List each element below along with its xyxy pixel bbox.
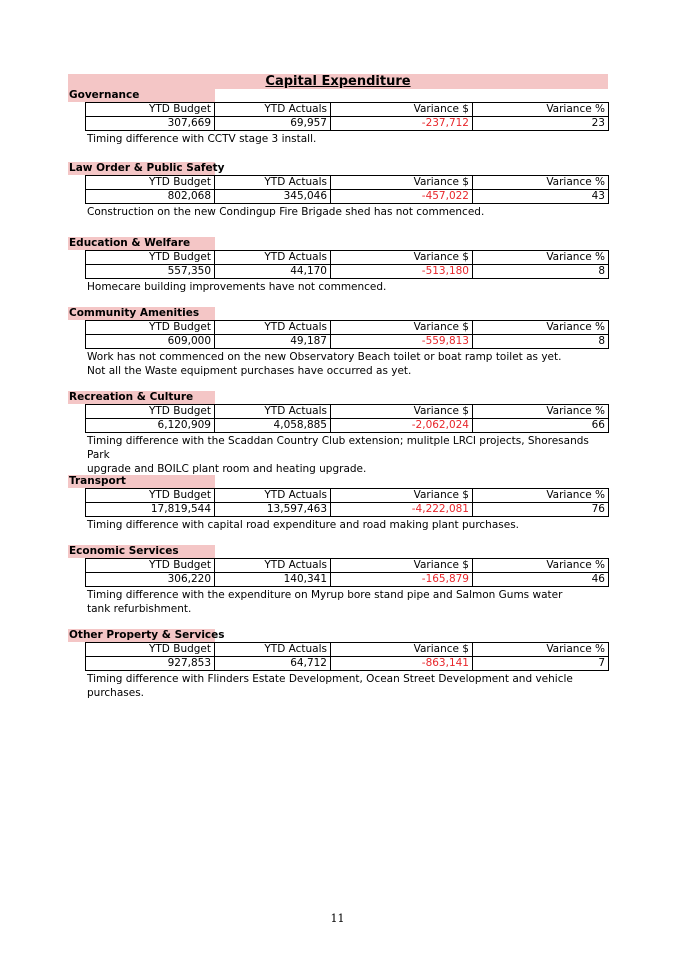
header-variance-percent: Variance % [473, 321, 609, 335]
variance-percent-value: 43 [473, 190, 609, 204]
header-variance-percent: Variance % [473, 643, 609, 657]
table-row [86, 335, 609, 349]
variance-percent-value: 7 [473, 657, 609, 671]
ytd-budget-value: 17,819,544 [86, 503, 215, 517]
figures-table [85, 250, 609, 279]
figures-table [85, 404, 609, 433]
header-ytd-budget: YTD Budget [86, 559, 215, 573]
header-ytd-actuals: YTD Actuals [215, 405, 331, 419]
header-ytd-budget: YTD Budget [86, 321, 215, 335]
commentary-line: Timing difference with the expenditure on Myrup bore stand pipe and Salmon Gums water [87, 589, 563, 601]
commentary-line: purchases. [87, 687, 145, 699]
header-ytd-budget: YTD Budget [86, 176, 215, 190]
header-ytd-budget: YTD Budget [86, 643, 215, 657]
variance-percent-value: 46 [473, 573, 609, 587]
section-block [68, 629, 608, 700]
ytd-budget-value: 306,220 [86, 573, 215, 587]
section-block [68, 391, 608, 476]
header-variance-amount: Variance $ [331, 103, 473, 117]
commentary-line: Timing difference with Flinders Estate Development, Ocean Street Development and vehicle [87, 673, 573, 685]
header-variance-percent: Variance % [473, 251, 609, 265]
table-header-row [86, 405, 609, 419]
header-variance-amount: Variance $ [331, 176, 473, 190]
header-ytd-actuals: YTD Actuals [215, 251, 331, 265]
header-ytd-budget: YTD Budget [86, 103, 215, 117]
variance-amount-value: -2,062,024 [331, 419, 473, 433]
table-row [86, 190, 609, 204]
section-block [68, 545, 608, 616]
ytd-actuals-value: 345,046 [215, 190, 331, 204]
header-ytd-actuals: YTD Actuals [215, 643, 331, 657]
page-number: 11 [330, 912, 345, 925]
section-heading: Other Property & Services [69, 629, 225, 641]
ytd-actuals-value: 4,058,885 [215, 419, 331, 433]
commentary-line: Timing difference with capital road expenditure and road making plant purchases. [87, 519, 520, 531]
figures-table [85, 175, 609, 204]
table-header-row [86, 176, 609, 190]
table-header-row [86, 103, 609, 117]
table-header-row [86, 559, 609, 573]
header-variance-percent: Variance % [473, 405, 609, 419]
section-block [68, 307, 608, 378]
ytd-budget-value: 557,350 [86, 265, 215, 279]
header-variance-amount: Variance $ [331, 559, 473, 573]
commentary-line: Work has not commenced on the new Observatory Beach toilet or boat ramp toilet as yet. [87, 351, 562, 363]
commentary-line: tank refurbishment. [87, 603, 192, 615]
variance-amount-value: -165,879 [331, 573, 473, 587]
section-commentary [87, 588, 607, 616]
header-variance-amount: Variance $ [331, 251, 473, 265]
variance-amount-value: -237,712 [331, 117, 473, 131]
header-variance-percent: Variance % [473, 176, 609, 190]
header-ytd-budget: YTD Budget [86, 489, 215, 503]
section-commentary [87, 205, 607, 219]
variance-amount-value: -513,180 [331, 265, 473, 279]
header-ytd-actuals: YTD Actuals [215, 176, 331, 190]
ytd-budget-value: 609,000 [86, 335, 215, 349]
variance-percent-value: 8 [473, 335, 609, 349]
figures-table [85, 488, 609, 517]
commentary-line: Not all the Waste equipment purchases have occurred as yet. [87, 365, 412, 377]
header-variance-percent: Variance % [473, 103, 609, 117]
table-row [86, 573, 609, 587]
header-variance-amount: Variance $ [331, 489, 473, 503]
ytd-budget-value: 927,853 [86, 657, 215, 671]
header-ytd-actuals: YTD Actuals [215, 103, 331, 117]
header-ytd-actuals: YTD Actuals [215, 489, 331, 503]
table-row [86, 117, 609, 131]
section-commentary [87, 518, 607, 532]
section-commentary [87, 132, 607, 146]
header-ytd-budget: YTD Budget [86, 405, 215, 419]
commentary-line: upgrade and BOILC plant room and heating upgrade. [87, 463, 367, 475]
section-block [68, 162, 608, 219]
variance-amount-value: -863,141 [331, 657, 473, 671]
table-row [86, 265, 609, 279]
section-commentary [87, 280, 607, 294]
section-heading: Community Amenities [68, 307, 215, 320]
table-header-row [86, 643, 609, 657]
header-variance-amount: Variance $ [331, 405, 473, 419]
variance-amount-value: -559,813 [331, 335, 473, 349]
section-block [68, 237, 608, 294]
header-ytd-actuals: YTD Actuals [215, 559, 331, 573]
section-heading: Recreation & Culture [68, 391, 215, 404]
ytd-actuals-value: 49,187 [215, 335, 331, 349]
commentary-line: Timing difference with the Scaddan Country Club extension; mulitple LRCI projects, Shoresands Park [87, 435, 589, 461]
page-title [68, 74, 608, 89]
commentary-line: Timing difference with CCTV stage 3 install. [87, 133, 317, 145]
commentary-line: Homecare building improvements have not commenced. [87, 281, 387, 293]
section-heading: Law Order & Public Safety [69, 162, 225, 174]
header-ytd-budget: YTD Budget [86, 251, 215, 265]
figures-table [85, 558, 609, 587]
section-commentary [87, 350, 607, 378]
ytd-actuals-value: 140,341 [215, 573, 331, 587]
header-variance-amount: Variance $ [331, 321, 473, 335]
ytd-actuals-value: 13,597,463 [215, 503, 331, 517]
table-row [86, 419, 609, 433]
section-heading: Governance [68, 89, 215, 102]
variance-amount-value: -457,022 [331, 190, 473, 204]
section-block [68, 89, 608, 146]
table-header-row [86, 321, 609, 335]
section-heading: Education & Welfare [68, 237, 215, 250]
variance-percent-value: 8 [473, 265, 609, 279]
ytd-budget-value: 307,669 [86, 117, 215, 131]
variance-percent-value: 76 [473, 503, 609, 517]
figures-table [85, 102, 609, 131]
header-ytd-actuals: YTD Actuals [215, 321, 331, 335]
commentary-line: Construction on the new Condingup Fire Brigade shed has not commenced. [87, 206, 485, 218]
ytd-actuals-value: 64,712 [215, 657, 331, 671]
ytd-budget-value: 802,068 [86, 190, 215, 204]
table-row [86, 657, 609, 671]
header-variance-percent: Variance % [473, 489, 609, 503]
figures-table [85, 320, 609, 349]
page-title-text: Capital Expenditure [265, 74, 411, 89]
section-commentary [87, 672, 607, 700]
table-row [86, 503, 609, 517]
table-header-row [86, 489, 609, 503]
section-heading: Transport [68, 475, 215, 488]
figures-table [85, 642, 609, 671]
ytd-actuals-value: 44,170 [215, 265, 331, 279]
header-variance-percent: Variance % [473, 559, 609, 573]
section-heading: Economic Services [68, 545, 215, 558]
variance-amount-value: -4,222,081 [331, 503, 473, 517]
header-variance-amount: Variance $ [331, 643, 473, 657]
section-commentary [87, 434, 607, 476]
ytd-budget-value: 6,120,909 [86, 419, 215, 433]
section-block [68, 475, 608, 532]
table-header-row [86, 251, 609, 265]
variance-percent-value: 66 [473, 419, 609, 433]
variance-percent-value: 23 [473, 117, 609, 131]
ytd-actuals-value: 69,957 [215, 117, 331, 131]
